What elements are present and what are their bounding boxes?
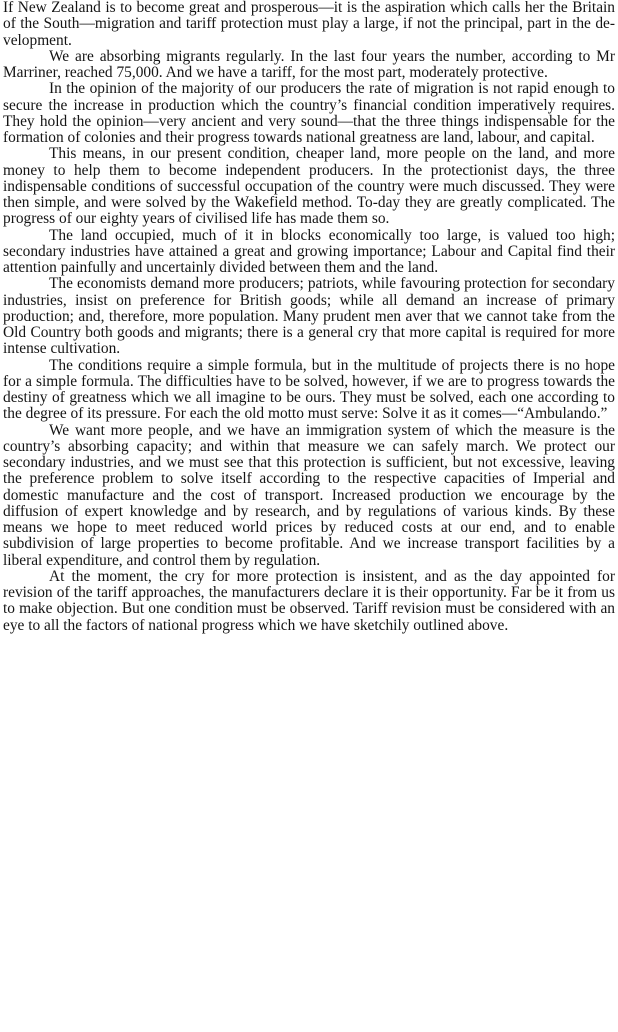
paragraph-land-occupied: The land occupied, much of it in blocks economically too large, is valued too high; secondary industries have attained a great and growing importance; Labour and Capital find their attention painfully and uncertainly divided between them and the land. xyxy=(3,226,615,276)
paragraph-tariff-revision: At the moment, the cry for more protection is insistent, and as the day appointed for revision of the tariff approaches, the manufacturers declare it is their opportunity. Far be it from us to make objection. But one condition must be observed. Tariff revision must be considered with an eye to all the factors of national progress which we have sketchily outlined above. xyxy=(3,567,615,634)
paragraph-simple-formula: The conditions require a simple formula, but in the multitude of projects there is no hope for a simple formula. The difficulties have to be solved, however, if we are to progress towards the destiny of greatness which we all imagine to be ours. They must be solved, each one according to the degree of its pressure. For each the old motto must serve: Solve it as it comes—“Ambulando.” xyxy=(3,356,615,423)
paragraph-economists: The economists demand more producers; patriots, while favouring protection for secondary industries, insist on preference for British goods; while all demand an increase of primary production; and, therefore, more population. Many prudent men aver that we cannot take from the Old Country both goods and migrants; there is a general cry that more capital is required for more intense cultivation. xyxy=(3,275,615,358)
paragraph-migrants: We are absorbing migrants regularly. In the last four years the number, according to Mr Marriner, reached 75,000. And we have a tariff, for the most part, moderately protective. xyxy=(3,47,615,81)
paragraph-intro: If New Zealand is to become great and prosperous—it is the aspiration which calls her the Britain of the South—migration and tariff protection must play a large, if not the principal, part in the development. xyxy=(3,0,615,49)
paragraph-more-people: We want more people, and we have an immigration system of which the measure is the country’s absorbing capacity; and within that measure we can safely march. We protect our secondary industries, and we must see that this protection is sufficient, but not excessive, leaving the preference problem to solve itself according to the respective capacities of Imperial and domestic manufacture and the cost of transport. Increased production we encourage by the diffusion of expert knowledge and by research, and by regulations of various kinds. By these means we hope to meet reduced world prices by reduced costs at our end, and to enable subdivision of large properties to become profitable. And we increase transport facilities by a liberal expenditure, and control them by regulation. xyxy=(3,421,615,569)
paragraph-producers-opinion: In the opinion of the majority of our producers the rate of migration is not rapid enough to secure the increase in production which the country’s financial condition imperatively requires. They hold the opinion—very ancient and very sound—that the three things indispensable for the formation of colonies and their progress towards national greatness are land, labour, and capital. xyxy=(3,80,615,146)
paragraph-present-condition: This means, in our present condition, cheaper land, more people on the land, and more money to help them to become independent producers. In the protectionist days, the three indispensable conditions of successful occupation of the country were much discussed. They were then simple, and were solved by the Wakefield method. To-day they are greatly complicated. The progress of our eighty years of civilised life has made them so. xyxy=(3,145,615,228)
